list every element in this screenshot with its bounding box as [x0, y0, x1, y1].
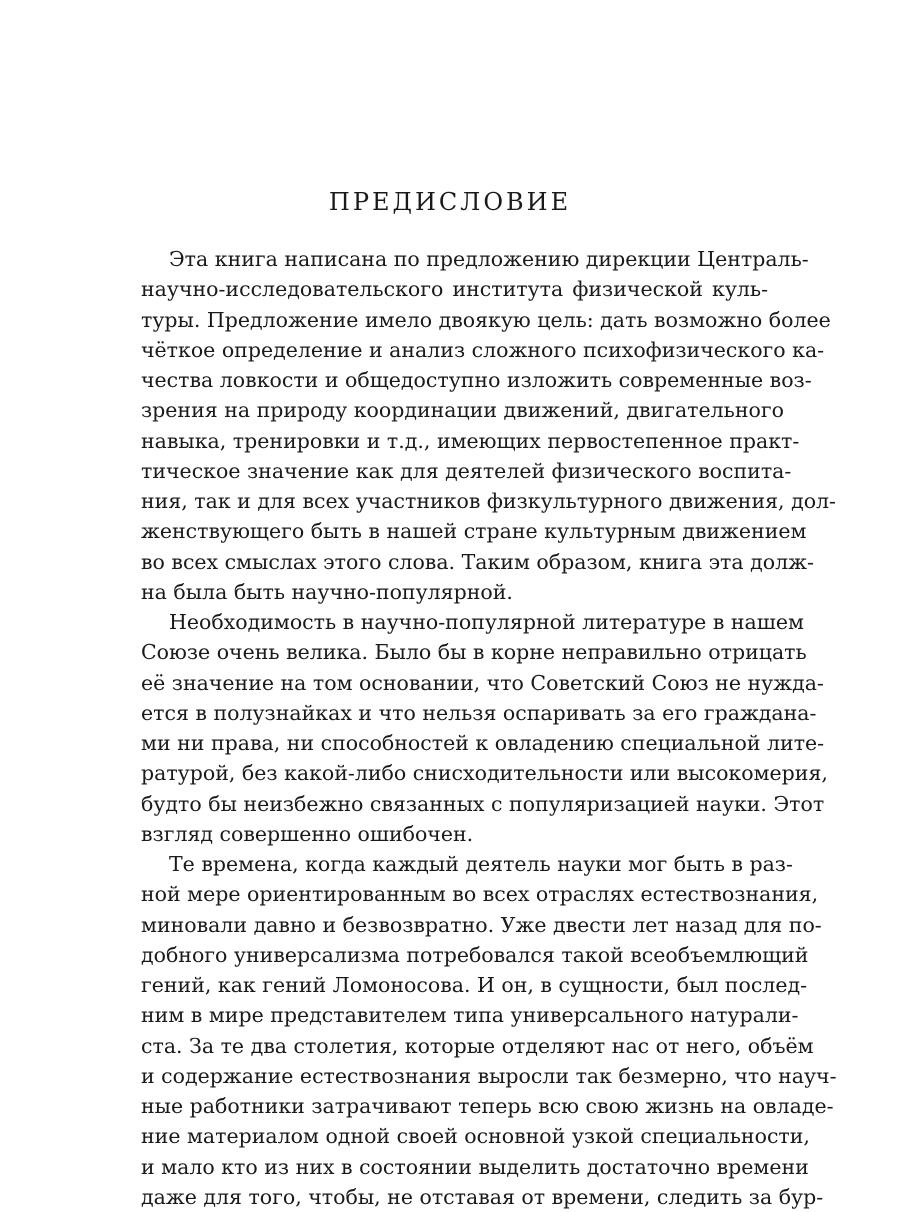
- text-line: чёткое определение и анализ сложного психофизического ка-: [141, 337, 825, 362]
- body-text: [141, 244, 837, 1212]
- text-line: ния, так и для всех участников физкультурного движения, дол-: [141, 489, 836, 513]
- text-line: добного универсализма потребовался такой всеобъемлющий: [141, 942, 809, 967]
- paragraph-1: [141, 244, 836, 607]
- text-line: ратурой, без какой-либо снисходительности или высокомерия,: [141, 761, 828, 786]
- text-line: зрения на природу координации движений, двигательного: [141, 398, 784, 423]
- text-line: ним в мире представителем типа универсального натурали-: [141, 1003, 799, 1028]
- text-line: научно-исследовательского института физической куль-: [141, 277, 768, 302]
- text-line: женствующего быть в нашей стране культурным движением: [141, 519, 807, 544]
- text-line: миновали давно и безвозвратно. Уже двести лет назад для по-: [141, 912, 822, 937]
- text-line: ные работники затрачивают теперь всю свою жизнь на овладе-: [141, 1094, 834, 1118]
- text-line: взгляд совершенно ошибочен.: [141, 821, 474, 846]
- text-line: Эта книга написана по предложению дирекции Централь-: [169, 247, 809, 271]
- text-line: и мало кто из них в состоянии выделить достаточно времени: [141, 1154, 809, 1179]
- text-line: ной мере ориентированным во всех отраслях естествознания,: [141, 882, 819, 907]
- text-line: ние материалом одной своей основной узкой специальности,: [141, 1124, 810, 1149]
- text-line: будто бы неизбежно связанных с популяризацией науки. Этот: [141, 791, 825, 816]
- text-line: тическое значение как для деятелей физического воспита-: [141, 458, 792, 483]
- text-line: ми ни права, ни способностей к овладению специальной лите-: [141, 731, 825, 755]
- text-line: на была быть научно-популярной.: [141, 579, 513, 604]
- text-line: Союзе очень велика. Было бы в корне неправильно отрицать: [141, 640, 807, 665]
- text-line: и содержание естествознания выросли так безмерно, что науч-: [141, 1063, 837, 1088]
- text-line: во всех смыслах этого слова. Таким образом, книга эта долж-: [141, 549, 814, 574]
- text-line: гений, как гений Ломоносова. И он, в сущности, был послед-: [141, 973, 807, 997]
- text-line: чества ловкости и общедоступно изложить современные воз-: [141, 368, 812, 392]
- text-line: туры. Предложение имело двоякую цель: дать возможно более: [141, 307, 831, 332]
- paragraph-2: [141, 607, 828, 849]
- text-line: её значение на том основании, что Советский Союз не нужда-: [141, 670, 824, 695]
- paragraph-3: [141, 849, 837, 1212]
- text-line: ется в полузнайках и что нельзя оспаривать за его граждана-: [141, 700, 817, 725]
- chapter-heading: ПРЕДИСЛОВИЕ: [328, 188, 572, 216]
- text-line: ста. За те два столетия, которые отделяют нас от него, объём: [141, 1033, 814, 1058]
- text-line: Необходимость в научно-популярной литературе в нашем: [169, 610, 804, 634]
- text-line: навыка, тренировки и т.д., имеющих первостепенное практ-: [141, 428, 800, 453]
- text-line: даже для того, чтобы, не отставая от времени, следить за бур-: [141, 1184, 824, 1209]
- text-line: Те времена, когда каждый деятель науки мог быть в раз-: [169, 852, 793, 876]
